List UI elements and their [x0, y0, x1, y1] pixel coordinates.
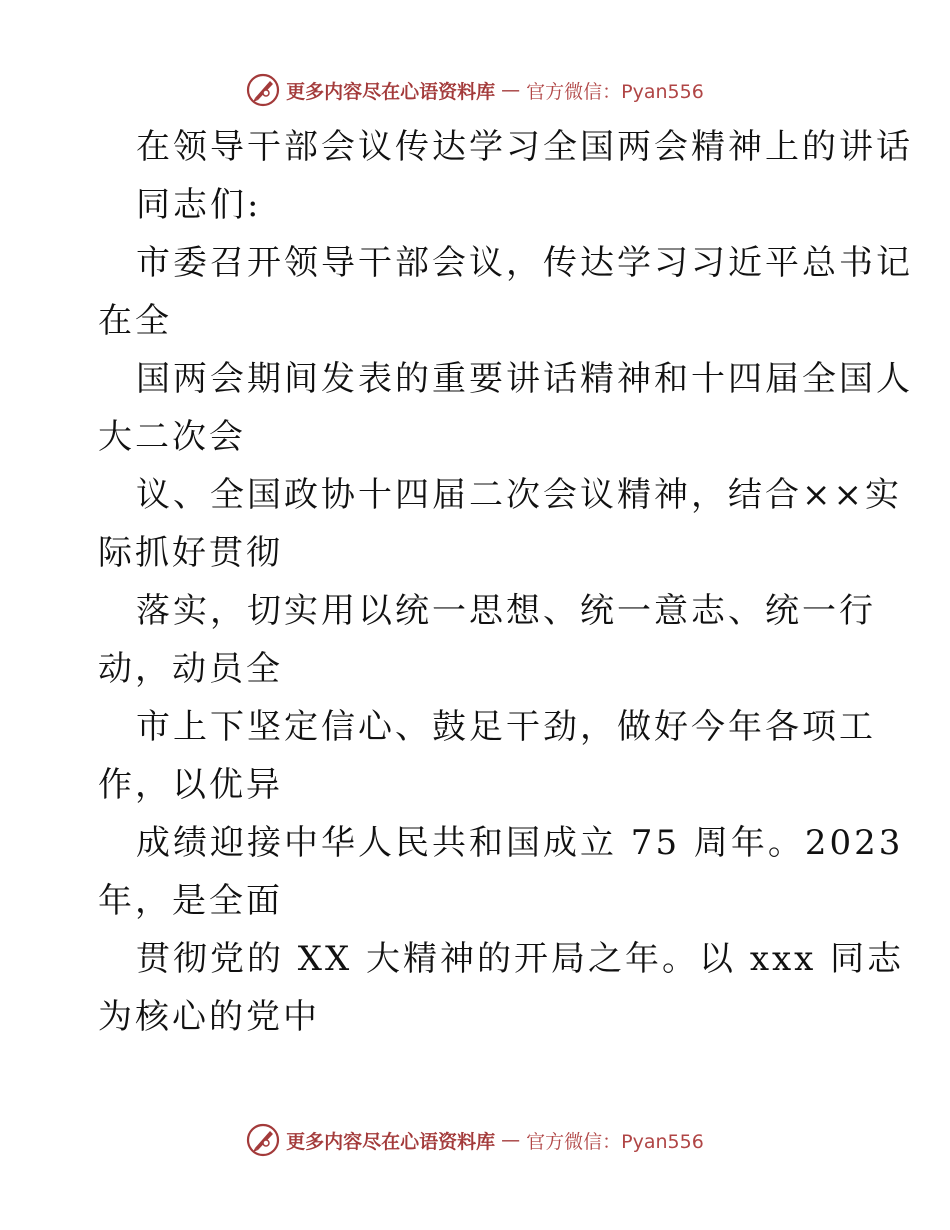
text-line: 为核心的党中 — [98, 997, 320, 1037]
quill-pen-logo-icon — [246, 73, 280, 107]
text-line: 作，以优异 — [98, 765, 283, 805]
banner-wechat: 官方微信：Pyan556 — [526, 1130, 704, 1153]
text-line: 同志们: — [136, 185, 262, 225]
text-line: 国两会期间发表的重要讲话精神和十四届全国人 — [136, 359, 913, 399]
text-line: 议、全国政协十四届二次会议精神，结合××实 — [136, 475, 902, 515]
banner-separator: — — [501, 79, 521, 101]
text-line: 际抓好贯彻 — [98, 533, 283, 573]
footer-banner — [0, 1120, 950, 1160]
banner-wechat: 官方微信：Pyan556 — [526, 80, 704, 103]
text-line: 在全 — [98, 301, 172, 341]
text-line: 动，动员全 — [98, 649, 283, 689]
text-line: 贯彻党的 XX 大精神的开局之年。以 xxx 同志 — [136, 939, 905, 979]
text-line: 成绩迎接中华人民共和国成立 75 周年。2023 — [136, 823, 904, 863]
quill-pen-logo-icon — [246, 1123, 280, 1157]
text-line: 落实，切实用以统一思想、统一意志、统一行 — [136, 591, 876, 631]
banner-text: 更多内容尽在心语资料库 — [286, 1130, 496, 1153]
header-banner — [0, 70, 950, 110]
banner-separator: — — [501, 1129, 521, 1151]
text-line: 市委召开领导干部会议，传达学习习近平总书记 — [136, 243, 913, 283]
banner-text: 更多内容尽在心语资料库 — [286, 80, 496, 103]
text-line: 年，是全面 — [98, 881, 283, 921]
text-line: 大二次会 — [98, 417, 246, 457]
document-body — [98, 118, 913, 1046]
document-title: 在领导干部会议传达学习全国两会精神上的讲话 — [136, 127, 913, 167]
text-line: 市上下坚定信心、鼓足干劲，做好今年各项工 — [136, 707, 876, 747]
